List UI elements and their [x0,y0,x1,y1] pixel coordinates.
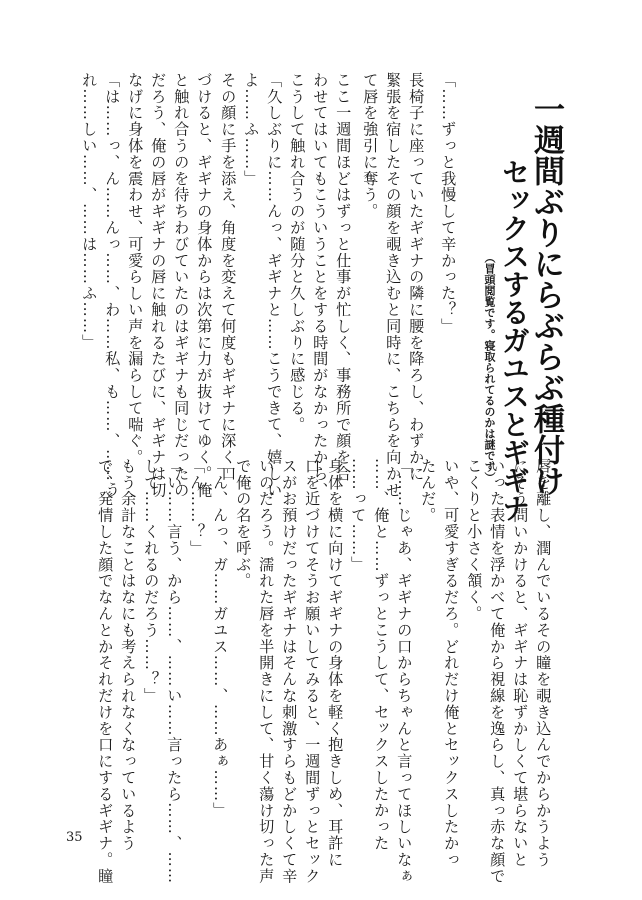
bottom-col-16: 「ん……？」 [188,458,207,557]
top-col-8: 「久しぶりに……んっ、ギギナと……こうできて、嬉しい [265,72,284,499]
top-col-1: 「……ずっと我慢して辛かった？」 [439,72,458,335]
bottom-col-5: いや、可愛すぎるだろ。どれだけ俺とセックスしたかっ [442,458,461,868]
top-col-15: 「は……っ、ん……んっ……、わ……私、も……、……う [103,72,122,499]
bottom-col-3: いった表情を浮かべて俺から視線を逸らし、真っ赤な顔で [488,458,507,885]
bottom-col-14: で俺の名を呼ぶ。 [234,458,253,590]
title-line-2: セックスするガユスとギギナ [498,158,531,522]
bottom-col-9: ……って……」 [349,458,368,573]
bottom-col-2: にそう問いかけると、ギギナは恥ずかしくて堪らないと [511,458,530,868]
bottom-col-10: 身体を横に向けてギギナの身体を軽く抱きしめ、耳許に [326,458,345,868]
top-col-13: だろう、俺の唇がギギナの唇に触れるたびに、ギギナは切 [149,72,168,499]
top-col-14: なげに身体を震わせ、可愛らしい声を漏らして喘ぐ。 [126,72,145,466]
top-col-16: れ……しい……、……は……ふ……」 [80,72,99,351]
bottom-col-13: いのだろう。濡れた唇を半開きにして、甘く蕩け切った声 [257,458,276,885]
top-col-9: よ……ふ……」 [242,72,261,187]
top-col-3: 緊張を宿したその顔を覗き込むと同時に、こちらを向かせ [384,72,403,499]
bottom-col-12: スがお預けだったギギナはそんな刺激すらもどかしくて辛 [280,458,299,885]
bottom-col-4: こくりと小さく頷く。 [465,458,484,622]
bottom-col-6: たんだ。 [419,458,438,524]
top-col-5: ここ一週間ほどはずっと仕事が忙しく、事務所で顔を合 [334,72,353,482]
bottom-col-19: もう余計なことはなにも考えられなくなっているよう [119,458,138,852]
top-col-11: づけると、ギギナの身体からは次第に力が抜けてゆく。俺 [195,72,214,499]
top-col-6: わせてはいてもこういうことをする時間がなかったから、 [311,72,330,499]
top-col-10: その顔に手を添え、角度を変えて何度もギギナに深く口 [219,72,238,482]
bottom-col-8: ……、俺と……ずっとこうして、セックスしたかった [372,458,391,852]
bottom-col-18: して……くれるのだろう……？」 [142,458,161,704]
top-col-2: 長椅子に座っていたギギナの隣に腰を降ろし、わずかに [407,72,426,482]
bottom-col-1: 唇を離し、潤んでいるその瞳を覗き込んでからかうよう [534,458,553,868]
bottom-col-20: で、発情した顔でなんとかそれだけを口にするギギナ。瞳 [96,458,115,885]
bottom-col-17: 「い……言う、から……、……い……言ったら……、…… [165,458,184,885]
bottom-col-15: 「ん、んっ、ガ……ガユス……、……あぁ……」 [211,458,230,819]
title-line-1: 一週間ぶりにらぶらぶ種付け [528,93,564,496]
bottom-col-11: 口を近づけてそうお願いしてみると、一週間ずっとセック [303,458,322,885]
top-col-12: と触れ合うのを待ちわびていたのはギギナも同じだったの [172,72,191,499]
top-col-4: て唇を強引に奪う。 [361,72,380,220]
subtitle: （冒頭閲覧です。寝取られてるのかは謎です） [483,252,496,483]
top-col-7: こうして触れ合うのが随分と久しぶりに感じる。 [288,72,307,433]
page-number: 35 [66,830,83,845]
bottom-col-7: 「……じゃあ、ギギナの口からちゃんと言ってほしいなぁ [395,458,414,885]
